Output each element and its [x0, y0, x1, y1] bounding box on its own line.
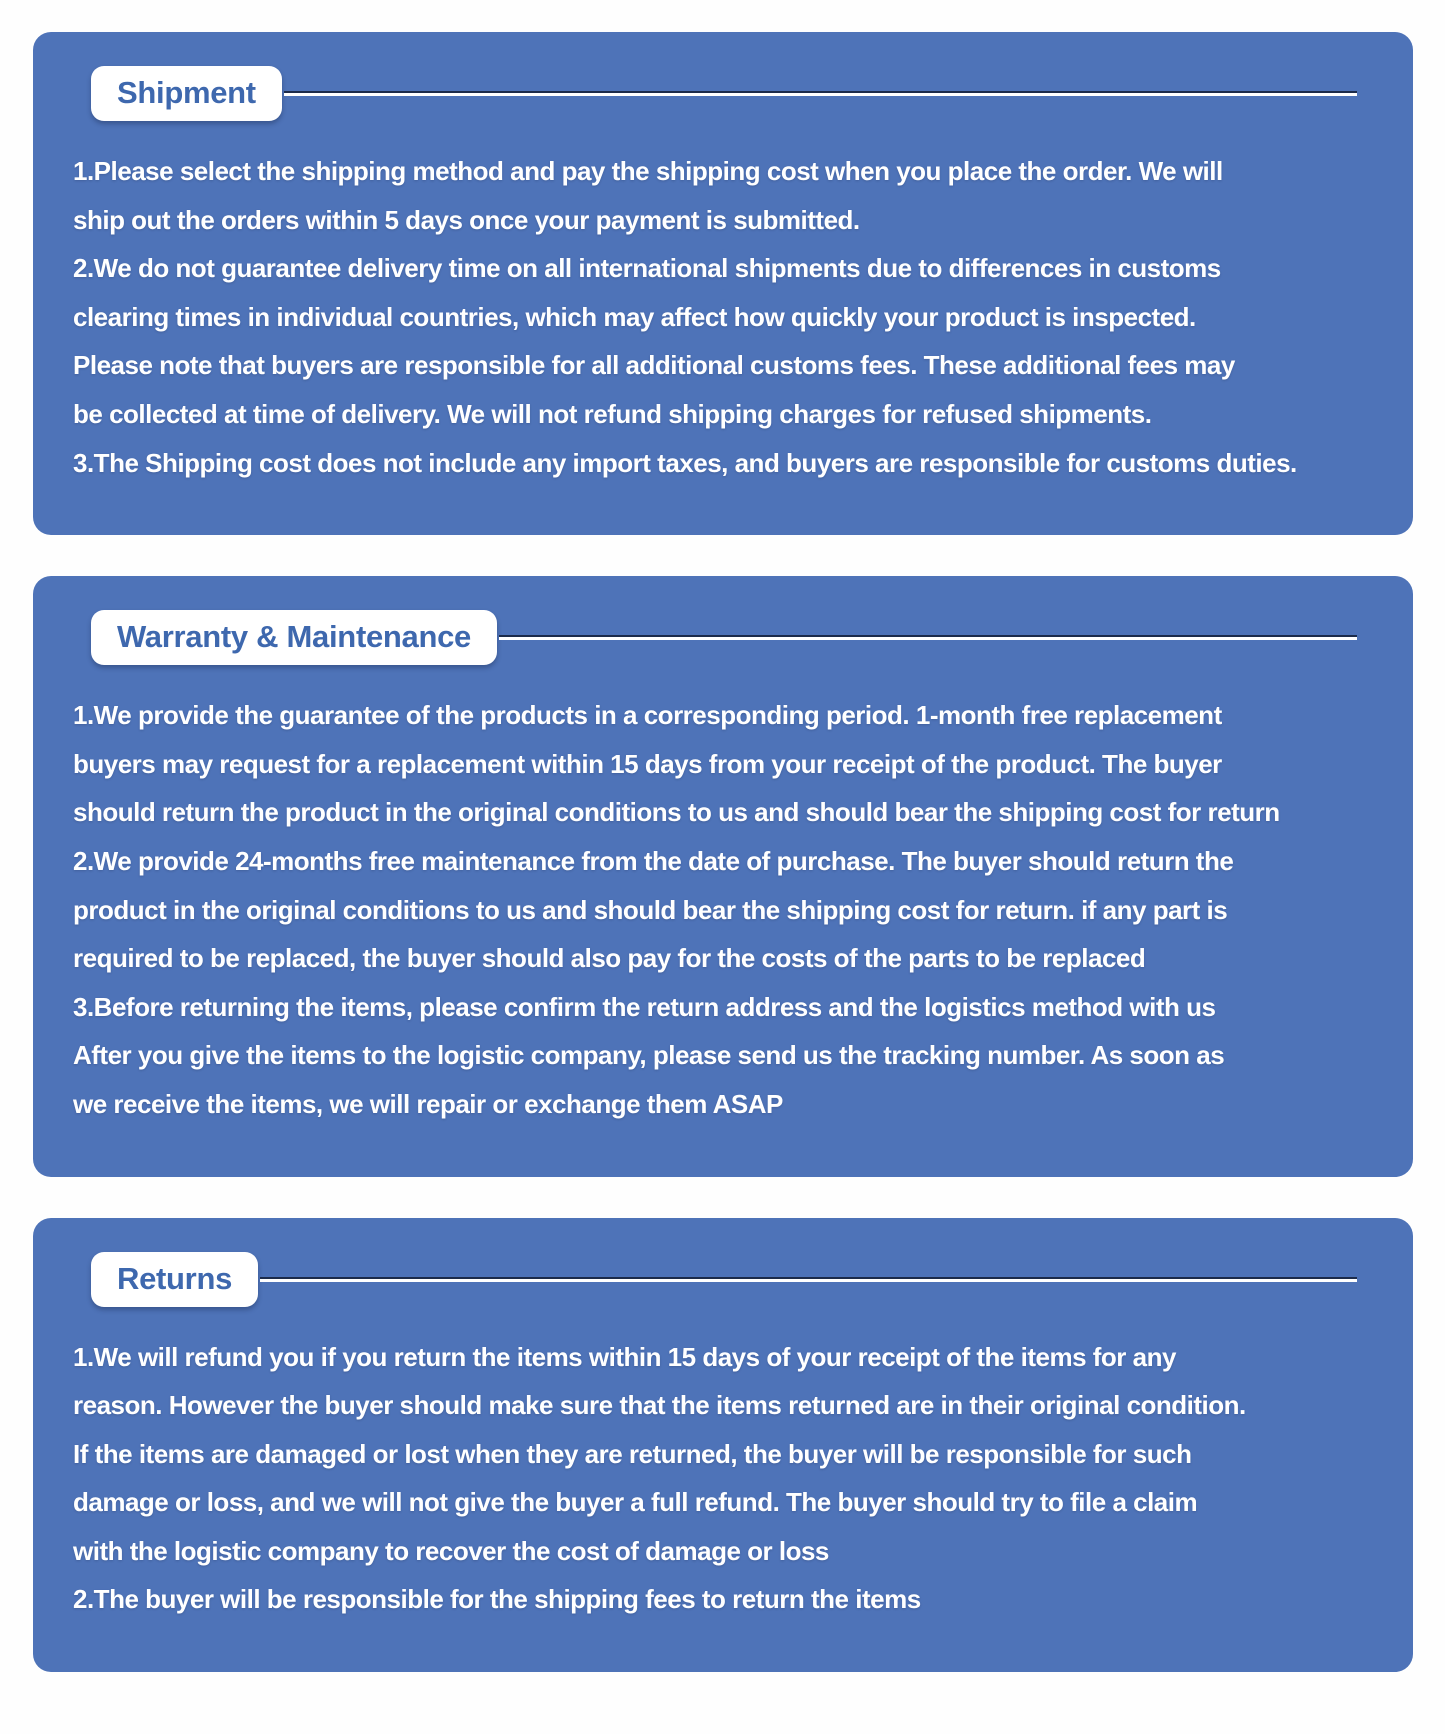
divider-line [260, 1277, 1357, 1282]
policy-text-line: 2.We do not guarantee delivery time on all international shipments due to differences in customs [73, 253, 1221, 284]
policy-text-line: Please note that buyers are responsible for all additional customs fees. These additional fees may [73, 350, 1235, 381]
warranty-maintenance-card [33, 576, 1413, 1176]
policy-text-line: ship out the orders within 5 days once your payment is submitted. [73, 204, 860, 235]
policy-text-line: 2.The buyer will be responsible for the shipping fees to return the items [73, 1584, 921, 1615]
shipment-card-body [73, 147, 1357, 487]
policy-text-line: 2.We provide 24-months free maintenance from the date of purchase. The buyer should return the [73, 845, 1234, 876]
warranty-card-header [91, 610, 1357, 665]
shipment-card [33, 32, 1413, 535]
policy-text-line: be collected at time of delivery. We will not refund shipping charges for refused shipments. [73, 398, 1152, 429]
section-title-badge: Warranty & Maintenance [91, 610, 497, 665]
section-title-badge: Returns [91, 1252, 258, 1307]
policy-text-line: If the items are damaged or lost when they are returned, the buyer will be responsible for such [73, 1438, 1192, 1469]
policy-text-line: product in the original conditions to us and should bear the shipping cost for return. if any part is [73, 894, 1228, 925]
policy-text-line: 1.We will refund you if you return the items within 15 days of your receipt of the items for any [73, 1341, 1176, 1372]
returns-card-body [73, 1333, 1357, 1625]
policy-text-line: damage or loss, and we will not give the buyer a full refund. The buyer should try to file a claim [73, 1487, 1198, 1518]
policy-text-line: After you give the items to the logistic company, please send us the tracking number. As soon as [73, 1040, 1225, 1071]
warranty-card-body [73, 691, 1357, 1128]
policy-text-line: 3.The Shipping cost does not include any import taxes, and buyers are responsible for customs duties. [73, 447, 1297, 478]
policy-text-line: clearing times in individual countries, which may affect how quickly your product is inspected. [73, 301, 1196, 332]
policy-text-line: required to be replaced, the buyer should also pay for the costs of the parts to be replaced [73, 943, 1146, 974]
shipment-card-header [91, 66, 1357, 121]
returns-card [33, 1218, 1413, 1673]
policy-text-line: buyers may request for a replacement within 15 days from your receipt of the product. The buyer [73, 748, 1222, 779]
policy-text-line: we receive the items, we will repair or exchange them ASAP [73, 1088, 783, 1119]
divider-line [499, 635, 1357, 640]
policy-text-line: 1.We provide the guarantee of the products in a corresponding period. 1-month free replacement [73, 700, 1222, 731]
policy-text-line: should return the product in the original conditions to us and should bear the shipping cost for return [73, 797, 1280, 828]
returns-card-header [91, 1252, 1357, 1307]
policy-text-line: reason. However the buyer should make sure that the items returned are in their original condition. [73, 1390, 1246, 1421]
policy-text-line: with the logistic company to recover the cost of damage or loss [73, 1535, 829, 1566]
policy-text-line: 1.Please select the shipping method and pay the shipping cost when you place the order. We will [73, 156, 1223, 186]
section-title-badge: Shipment [91, 66, 282, 121]
divider-line [284, 91, 1357, 96]
policy-text-line: 3.Before returning the items, please confirm the return address and the logistics method with us [73, 991, 1216, 1022]
